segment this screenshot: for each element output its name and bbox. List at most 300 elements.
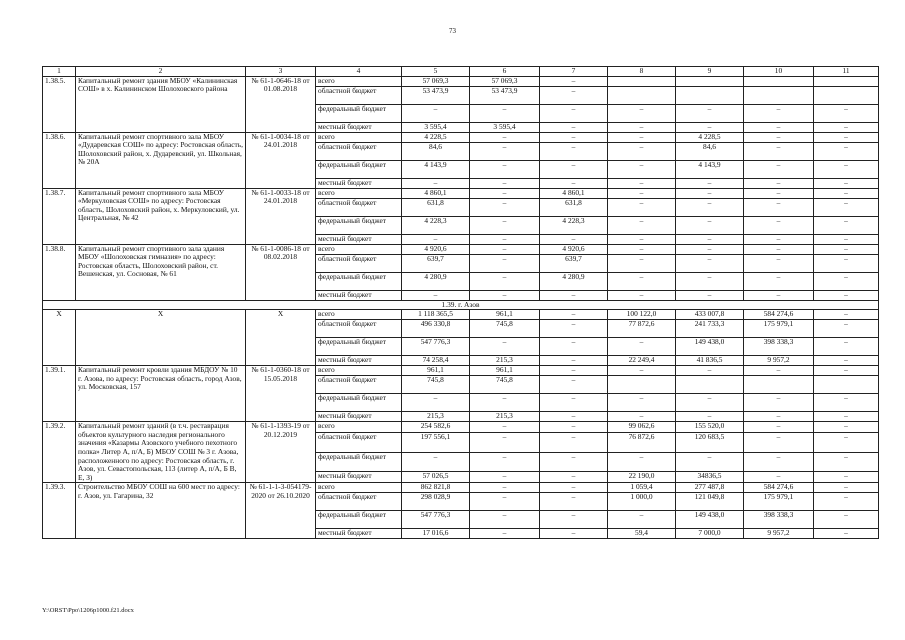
value-cell: – <box>470 272 540 290</box>
value-cell: – <box>470 422 540 433</box>
value-cell: – <box>744 142 814 160</box>
value-cell <box>814 76 879 86</box>
budget-label: местный бюджет <box>316 412 402 422</box>
value-cell: – <box>814 511 879 529</box>
value-cell: 4 228,5 <box>402 132 470 142</box>
value-cell: – <box>814 198 879 216</box>
value-cell: 3 595,4 <box>470 122 540 132</box>
value-cell: 398 338,3 <box>744 511 814 529</box>
value-cell: – <box>744 104 814 122</box>
value-cell: 22 249,4 <box>608 356 676 366</box>
budget-label: местный бюджет <box>316 472 402 483</box>
table-row <box>43 310 879 320</box>
budget-label: федеральный бюджет <box>316 272 402 290</box>
value-cell: 149 438,0 <box>676 338 744 356</box>
budget-label: местный бюджет <box>316 356 402 366</box>
item-document: № 61-1-0646-18 от 01.08.2018 <box>246 76 316 132</box>
budget-label: местный бюджет <box>316 529 402 539</box>
value-cell: – <box>814 422 879 433</box>
value-cell: – <box>608 272 676 290</box>
column-header: 6 <box>470 67 540 77</box>
budget-table <box>42 66 879 539</box>
table-row <box>43 76 879 86</box>
column-header: 8 <box>608 67 676 77</box>
column-header: 9 <box>676 67 744 77</box>
value-cell: – <box>676 366 744 376</box>
value-cell: – <box>814 452 879 472</box>
budget-label: местный бюджет <box>316 290 402 300</box>
value-cell: – <box>676 216 744 234</box>
item-number: Х <box>43 310 76 366</box>
value-cell: 398 338,3 <box>744 338 814 356</box>
value-cell: – <box>744 234 814 244</box>
value-cell: – <box>608 216 676 234</box>
value-cell: – <box>540 338 608 356</box>
value-cell: 7 000,0 <box>676 529 744 539</box>
value-cell: – <box>470 394 540 412</box>
value-cell: – <box>744 290 814 300</box>
value-cell: – <box>540 76 608 86</box>
value-cell: – <box>676 394 744 412</box>
budget-label: федеральный бюджет <box>316 104 402 122</box>
value-cell: – <box>540 320 608 338</box>
value-cell: 961,1 <box>402 366 470 376</box>
item-number: 1.39.3. <box>43 483 76 539</box>
value-cell: 121 049,8 <box>676 493 744 511</box>
header-row <box>43 67 879 77</box>
value-cell: – <box>540 511 608 529</box>
value-cell: 961,1 <box>470 366 540 376</box>
budget-label: всего <box>316 188 402 198</box>
value-cell: – <box>470 216 540 234</box>
value-cell: 9 957,2 <box>744 529 814 539</box>
value-cell: – <box>744 122 814 132</box>
value-cell: 1 118 365,5 <box>402 310 470 320</box>
value-cell: – <box>676 188 744 198</box>
value-cell: – <box>540 178 608 188</box>
value-cell: – <box>470 104 540 122</box>
value-cell: – <box>814 356 879 366</box>
file-path-footer: Y:\ORST\Ppo\1206p1000.f21.docx <box>42 607 134 614</box>
value-cell <box>676 76 744 86</box>
budget-label: всего <box>316 422 402 433</box>
value-cell: 631,8 <box>402 198 470 216</box>
value-cell: – <box>540 122 608 132</box>
value-cell: 4 228,5 <box>676 132 744 142</box>
budget-label: федеральный бюджет <box>316 338 402 356</box>
budget-label: федеральный бюджет <box>316 216 402 234</box>
value-cell: 547 776,3 <box>402 338 470 356</box>
value-cell: – <box>540 290 608 300</box>
column-header: 11 <box>814 67 879 77</box>
value-cell: 4 920,6 <box>402 244 470 254</box>
value-cell: – <box>470 244 540 254</box>
value-cell: – <box>676 452 744 472</box>
value-cell: – <box>470 433 540 453</box>
value-cell: – <box>608 290 676 300</box>
value-cell: – <box>608 122 676 132</box>
item-name: Капитальный ремонт спортивного зала МБОУ «Меркуловская СОШ» по адресу: Ростовская область, Шолоховский район, х. Меркуловский, ул. Центральная, № 42 <box>76 188 246 244</box>
value-cell: – <box>744 452 814 472</box>
value-cell: – <box>402 290 470 300</box>
value-cell: – <box>470 254 540 272</box>
value-cell: – <box>470 511 540 529</box>
value-cell: 4 143,9 <box>676 160 744 178</box>
value-cell <box>676 376 744 394</box>
page-number: 73 <box>449 27 456 35</box>
budget-label: федеральный бюджет <box>316 511 402 529</box>
value-cell: – <box>540 310 608 320</box>
value-cell: – <box>540 142 608 160</box>
value-cell: – <box>744 412 814 422</box>
value-cell <box>744 76 814 86</box>
value-cell: – <box>402 178 470 188</box>
value-cell: 4 920,6 <box>540 244 608 254</box>
budget-label: всего <box>316 366 402 376</box>
value-cell: – <box>608 132 676 142</box>
budget-label: федеральный бюджет <box>316 160 402 178</box>
value-cell: – <box>470 142 540 160</box>
budget-label: областной бюджет <box>316 254 402 272</box>
value-cell: – <box>470 493 540 511</box>
item-name: Капитальный ремонт здания МБОУ «Калининская СОШ» в х. Калининском Шолоховского района <box>76 76 246 132</box>
value-cell: – <box>540 86 608 104</box>
value-cell: – <box>744 272 814 290</box>
budget-label: областной бюджет <box>316 320 402 338</box>
table-row <box>43 244 879 254</box>
value-cell: – <box>744 433 814 453</box>
value-cell: – <box>402 104 470 122</box>
item-name: Х <box>76 310 246 366</box>
value-cell: – <box>540 394 608 412</box>
column-header: 5 <box>402 67 470 77</box>
item-number: 1.38.8. <box>43 244 76 300</box>
value-cell: 4 280,9 <box>540 272 608 290</box>
table-row <box>43 132 879 142</box>
value-cell <box>608 86 676 104</box>
value-cell: – <box>540 366 608 376</box>
value-cell: 4 860,1 <box>402 188 470 198</box>
item-name: Капитальный ремонт зданий (в т.ч. реставрация объектов культурного наследия регионального значения «Казармы Азовского учебного пехотного полка» Литер А, п/А, Б) МБОУ СОШ № 3 г. Азова, расположенного по адресу: Ростовская область, г. Азов, ул. Севастопольская, 113 (литер А, п/А, Б В, Е, З) <box>76 422 246 483</box>
value-cell: – <box>470 198 540 216</box>
value-cell: 241 733,3 <box>676 320 744 338</box>
item-document: № 61-1-0034-18 от 24.01.2018 <box>246 132 316 188</box>
value-cell: – <box>814 472 879 483</box>
value-cell <box>744 376 814 394</box>
value-cell: – <box>814 493 879 511</box>
value-cell: 120 683,5 <box>676 433 744 453</box>
value-cell: – <box>540 376 608 394</box>
value-cell: – <box>744 132 814 142</box>
value-cell: – <box>608 198 676 216</box>
value-cell: 84,6 <box>676 142 744 160</box>
value-cell: – <box>814 234 879 244</box>
value-cell: – <box>814 244 879 254</box>
value-cell: 547 776,3 <box>402 511 470 529</box>
value-cell: 584 274,6 <box>744 310 814 320</box>
value-cell: 298 028,9 <box>402 493 470 511</box>
budget-label: всего <box>316 483 402 493</box>
value-cell: 76 872,6 <box>608 433 676 453</box>
value-cell: – <box>470 160 540 178</box>
budget-label: местный бюджет <box>316 122 402 132</box>
value-cell: – <box>608 188 676 198</box>
item-document: Х <box>246 310 316 366</box>
budget-label: всего <box>316 76 402 86</box>
value-cell: – <box>676 412 744 422</box>
item-number: 1.38.7. <box>43 188 76 244</box>
table-row <box>43 422 879 433</box>
table-row <box>43 188 879 198</box>
budget-label: областной бюджет <box>316 433 402 453</box>
item-number: 1.39.2. <box>43 422 76 483</box>
value-cell: – <box>470 338 540 356</box>
item-document: № 61-1-1-3-054179-2020 от 26.10.2020 <box>246 483 316 539</box>
value-cell: – <box>676 178 744 188</box>
value-cell: – <box>608 338 676 356</box>
value-cell: – <box>814 394 879 412</box>
value-cell: 215,3 <box>470 356 540 366</box>
budget-label: федеральный бюджет <box>316 394 402 412</box>
value-cell: – <box>814 290 879 300</box>
value-cell: 277 487,8 <box>676 483 744 493</box>
item-number: 1.38.6. <box>43 132 76 188</box>
value-cell: 961,1 <box>470 310 540 320</box>
value-cell: – <box>540 132 608 142</box>
value-cell: 59,4 <box>608 529 676 539</box>
value-cell: – <box>814 104 879 122</box>
value-cell: – <box>540 356 608 366</box>
value-cell: – <box>744 422 814 433</box>
value-cell: – <box>608 104 676 122</box>
column-header: 10 <box>744 67 814 77</box>
value-cell: – <box>402 234 470 244</box>
value-cell: – <box>744 198 814 216</box>
budget-label: всего <box>316 310 402 320</box>
value-cell: – <box>814 178 879 188</box>
value-cell: – <box>540 452 608 472</box>
value-cell: 584 274,6 <box>744 483 814 493</box>
value-cell: 1 059,4 <box>608 483 676 493</box>
value-cell: – <box>470 234 540 244</box>
value-cell: – <box>676 290 744 300</box>
item-document: № 61-1-0033-18 от 24.01.2018 <box>246 188 316 244</box>
value-cell: 155 520,0 <box>676 422 744 433</box>
value-cell: – <box>608 178 676 188</box>
column-header: 7 <box>540 67 608 77</box>
budget-label: областной бюджет <box>316 86 402 104</box>
value-cell: – <box>744 472 814 483</box>
table-row <box>43 366 879 376</box>
value-cell: – <box>470 529 540 539</box>
value-cell: – <box>608 254 676 272</box>
value-cell: 639,7 <box>540 254 608 272</box>
budget-label: всего <box>316 132 402 142</box>
column-header: 3 <box>246 67 316 77</box>
value-cell: – <box>676 244 744 254</box>
value-cell: 215,3 <box>470 412 540 422</box>
value-cell: – <box>540 104 608 122</box>
value-cell: – <box>470 132 540 142</box>
value-cell: – <box>744 244 814 254</box>
column-header: 4 <box>316 67 402 77</box>
budget-label: всего <box>316 244 402 254</box>
value-cell: – <box>744 254 814 272</box>
value-cell: 53 473,9 <box>470 86 540 104</box>
value-cell <box>814 86 879 104</box>
budget-label: местный бюджет <box>316 234 402 244</box>
value-cell: – <box>540 529 608 539</box>
value-cell: 57 069,3 <box>402 76 470 86</box>
value-cell: – <box>744 366 814 376</box>
value-cell: – <box>814 529 879 539</box>
value-cell <box>608 76 676 86</box>
value-cell: 639,7 <box>402 254 470 272</box>
budget-label: областной бюджет <box>316 142 402 160</box>
value-cell: 77 872,6 <box>608 320 676 338</box>
value-cell: – <box>470 290 540 300</box>
item-name: Капитальный ремонт кровли здания МБДОУ № 10 г. Азова, по адресу: Ростовская область, город Азов, ул. Московская, 157 <box>76 366 246 422</box>
value-cell: – <box>676 122 744 132</box>
value-cell: – <box>608 452 676 472</box>
value-cell: 57 026,5 <box>402 472 470 483</box>
value-cell: – <box>540 422 608 433</box>
value-cell: – <box>540 472 608 483</box>
item-document: № 61-1-0360-18 от 15.05.2018 <box>246 366 316 422</box>
value-cell: 215,3 <box>402 412 470 422</box>
item-name: Капитальный ремонт спортивного зала здания МБОУ «Шолоховская гимназия» по адресу: Ростовская область, Шолоховский район, ст. Вешенская, ул. Сосновая, № 61 <box>76 244 246 300</box>
budget-label: федеральный бюджет <box>316 452 402 472</box>
value-cell: – <box>814 483 879 493</box>
column-header: 1 <box>43 67 76 77</box>
value-cell: – <box>676 198 744 216</box>
value-cell: – <box>540 433 608 453</box>
value-cell: – <box>814 366 879 376</box>
value-cell: 41 836,5 <box>676 356 744 366</box>
value-cell: – <box>814 320 879 338</box>
section-row <box>43 300 879 310</box>
value-cell: – <box>470 472 540 483</box>
value-cell: – <box>814 272 879 290</box>
value-cell: 99 062,6 <box>608 422 676 433</box>
value-cell: 4 280,9 <box>402 272 470 290</box>
value-cell: – <box>744 160 814 178</box>
item-document: № 61-1-1393-19 от 20.12.2019 <box>246 422 316 483</box>
value-cell: 4 860,1 <box>540 188 608 198</box>
value-cell <box>814 376 879 394</box>
item-document: № 61-1-0086-18 от 08.02.2018 <box>246 244 316 300</box>
value-cell: – <box>814 254 879 272</box>
value-cell: 745,8 <box>470 320 540 338</box>
value-cell: – <box>402 394 470 412</box>
value-cell: 745,8 <box>470 376 540 394</box>
value-cell: 175 979,1 <box>744 493 814 511</box>
value-cell: – <box>470 452 540 472</box>
value-cell: – <box>744 394 814 412</box>
value-cell: 149 438,0 <box>676 511 744 529</box>
value-cell: – <box>814 310 879 320</box>
value-cell: – <box>608 394 676 412</box>
value-cell: 433 007,8 <box>676 310 744 320</box>
value-cell: 3 595,4 <box>402 122 470 132</box>
value-cell: – <box>540 160 608 178</box>
item-name: Строительство МБОУ СОШ на 600 мест по адресу: г. Азов, ул. Гагарина, 32 <box>76 483 246 539</box>
value-cell: 100 122,0 <box>608 310 676 320</box>
value-cell: 53 473,9 <box>402 86 470 104</box>
value-cell: – <box>676 104 744 122</box>
value-cell: – <box>608 160 676 178</box>
budget-label: областной бюджет <box>316 376 402 394</box>
value-cell: – <box>814 122 879 132</box>
value-cell: 9 957,2 <box>744 356 814 366</box>
value-cell: – <box>744 178 814 188</box>
value-cell: – <box>540 234 608 244</box>
value-cell: – <box>608 244 676 254</box>
value-cell: 4 228,3 <box>402 216 470 234</box>
value-cell: – <box>402 452 470 472</box>
value-cell: – <box>540 483 608 493</box>
value-cell: – <box>608 234 676 244</box>
value-cell: – <box>608 142 676 160</box>
value-cell: – <box>814 216 879 234</box>
value-cell: 496 330,8 <box>402 320 470 338</box>
value-cell: – <box>814 338 879 356</box>
value-cell: 197 556,1 <box>402 433 470 453</box>
value-cell: – <box>814 160 879 178</box>
value-cell: – <box>470 188 540 198</box>
value-cell: 17 016,6 <box>402 529 470 539</box>
value-cell: – <box>814 433 879 453</box>
value-cell: – <box>814 142 879 160</box>
value-cell: – <box>814 132 879 142</box>
value-cell: – <box>676 272 744 290</box>
value-cell: 4 228,3 <box>540 216 608 234</box>
value-cell: 175 979,1 <box>744 320 814 338</box>
value-cell: – <box>814 412 879 422</box>
value-cell: – <box>744 216 814 234</box>
budget-label: местный бюджет <box>316 178 402 188</box>
value-cell: 862 821,8 <box>402 483 470 493</box>
value-cell: – <box>470 483 540 493</box>
value-cell: 4 143,9 <box>402 160 470 178</box>
value-cell: 84,6 <box>402 142 470 160</box>
value-cell: 254 582,6 <box>402 422 470 433</box>
value-cell <box>676 86 744 104</box>
table-row <box>43 483 879 493</box>
budget-label: областной бюджет <box>316 198 402 216</box>
value-cell: – <box>470 178 540 188</box>
value-cell: 631,8 <box>540 198 608 216</box>
value-cell: – <box>540 412 608 422</box>
value-cell: – <box>608 412 676 422</box>
item-name: Капитальный ремонт спортивного зала МБОУ «Дударевская СОШ» по адресу: Ростовская область, Шолоховский район, х. Дударевский, ул. Школьная, № 20А <box>76 132 246 188</box>
value-cell <box>744 86 814 104</box>
value-cell: 1 000,0 <box>608 493 676 511</box>
value-cell: – <box>540 493 608 511</box>
value-cell: – <box>814 188 879 198</box>
budget-label: областной бюджет <box>316 493 402 511</box>
value-cell <box>608 376 676 394</box>
value-cell: – <box>744 188 814 198</box>
value-cell: 22 190,0 <box>608 472 676 483</box>
column-header: 2 <box>76 67 246 77</box>
value-cell: 74 258,4 <box>402 356 470 366</box>
value-cell: – <box>608 366 676 376</box>
value-cell: – <box>608 511 676 529</box>
item-number: 1.39.1. <box>43 366 76 422</box>
item-number: 1.38.5. <box>43 76 76 132</box>
section-title: 1.39. г. Азов <box>43 300 879 310</box>
